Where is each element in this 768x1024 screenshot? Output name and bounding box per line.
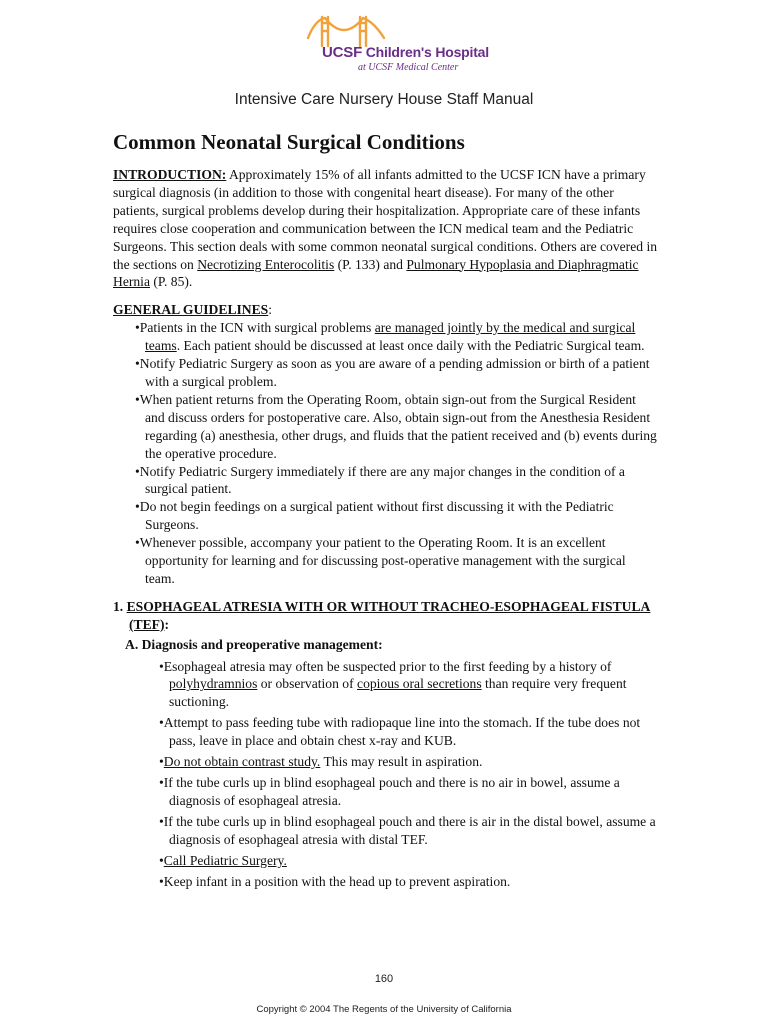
guideline-text: . Each patient should be discussed at least once daily with the Pediatric Surgical team. (176, 338, 645, 354)
diagnosis-emphasis: copious oral secretions (357, 676, 482, 692)
logo-ucsf: UCSF (322, 44, 363, 61)
diagnosis-list (113, 658, 658, 891)
logo-wordmark (322, 44, 489, 61)
intro-paragraph (113, 166, 658, 291)
diagnosis-item (159, 658, 658, 712)
section-colon: : (164, 616, 170, 632)
intro-text-3: (P. 85). (150, 274, 193, 290)
golden-gate-bridge-icon (306, 14, 388, 48)
intro-text-1: Approximately 15% of all infants admitted to the UCSF ICN have a primary surgical diagnosis (in addition to those with congenital heart disease). For many of the other patients, surgical problems develop during their hospitalization. Appropriate care of these infants requires close cooperation and communication between the ICN medical team and the Pediatric Surgeons. This section deals with some common neonatal surgical conditions. Others are covered in the sections on (113, 167, 658, 272)
section-number: 1. (113, 598, 127, 614)
page-number: 160 (374, 973, 394, 985)
guidelines-list (113, 319, 658, 588)
diagnosis-item: • If the tube curls up in blind esophageal pouch and there is air in the distal bowel, assume a diagnosis of esophageal atresia with distal TEF. (159, 813, 658, 849)
diagnosis-emphasis: Do not obtain contrast study. (163, 754, 321, 770)
diagnosis-item (159, 852, 658, 870)
diagnosis-text: Esophageal atresia may often be suspected prior to the first feeding by a history of (163, 658, 612, 674)
copyright-notice: Copyright © 2004 The Regents of the University of California (256, 1004, 512, 1015)
guidelines-label: GENERAL GUIDELINES (113, 302, 269, 318)
diaphragmatic-hernia-link[interactable]: Pulmonary Hypoplasia and Diaphragmatic Hernia (113, 256, 639, 290)
logo-subtitle: at UCSF Medical Center (358, 62, 459, 73)
guideline-item: • When patient returns from the Operating Room, obtain sign-out from the Surgical Resident and discuss orders for postoperative care. Also, obtain sign-out from the Anesthesia Resident regarding (a) anesthesia, other drugs, and fluids that the patient received and (b) events during the operative procedure. (135, 391, 658, 463)
diagnosis-item: • Attempt to pass feeding tube with radiopaque line into the stomach. If the tube does not pass, leave in place and obtain chest x-ray and KUB. (159, 714, 658, 750)
section-title: ESOPHAGEAL ATRESIA WITH OR WITHOUT TRACHEO-ESOPHAGEAL FISTULA (TEF) (126, 598, 651, 632)
guideline-item: • Do not begin feedings on a surgical patient without first discussing it with the Pediatric Surgeons. (135, 498, 658, 534)
manual-title: Intensive Care Nursery House Staff Manual (234, 91, 534, 108)
diagnosis-item (159, 753, 658, 771)
document-body (113, 166, 658, 893)
guideline-item: • Notify Pediatric Surgery immediately if there are any major changes in the condition of a surgical patient. (135, 463, 658, 499)
guidelines-heading (113, 301, 658, 319)
subsection-a-heading: A. Diagnosis and preoperative management: (125, 636, 383, 652)
guideline-item (135, 319, 658, 355)
diagnosis-item: • If the tube curls up in blind esophageal pouch and there is no air in bowel, assume a diagnosis of esophageal atresia. (159, 774, 658, 810)
intro-text-2: (P. 133) and (334, 256, 407, 272)
logo-name: Children's Hospital (365, 44, 489, 60)
guideline-item: • Whenever possible, accompany your patient to the Operating Room. It is an excellent opportunity for learning and for discussing post-operative management with the surgical team. (135, 534, 658, 588)
diagnosis-item: • Keep infant in a position with the head up to prevent aspiration. (159, 873, 658, 891)
guideline-item: • Notify Pediatric Surgery as soon as you are aware of a pending admission or birth of a patient with a surgical problem. (135, 355, 658, 391)
section-1-heading (113, 598, 658, 634)
nec-link[interactable]: Necrotizing Enterocolitis (197, 256, 335, 272)
guideline-text: Patients in the ICN with surgical problems (139, 320, 375, 336)
diagnosis-text: than require very frequent suctioning. (169, 676, 627, 710)
page-title: Common Neonatal Surgical Conditions (113, 130, 465, 154)
diagnosis-text: This may result in aspiration. (320, 754, 483, 770)
guidelines-colon: : (268, 302, 273, 318)
guideline-emphasis: are managed jointly by the medical and surgical teams (145, 320, 636, 354)
intro-label: INTRODUCTION: (113, 167, 227, 182)
diagnosis-text: or observation of (257, 676, 358, 692)
hospital-logo (296, 12, 489, 76)
diagnosis-emphasis: polyhydramnios (169, 676, 258, 692)
diagnosis-emphasis: Call Pediatric Surgery. (163, 852, 287, 868)
